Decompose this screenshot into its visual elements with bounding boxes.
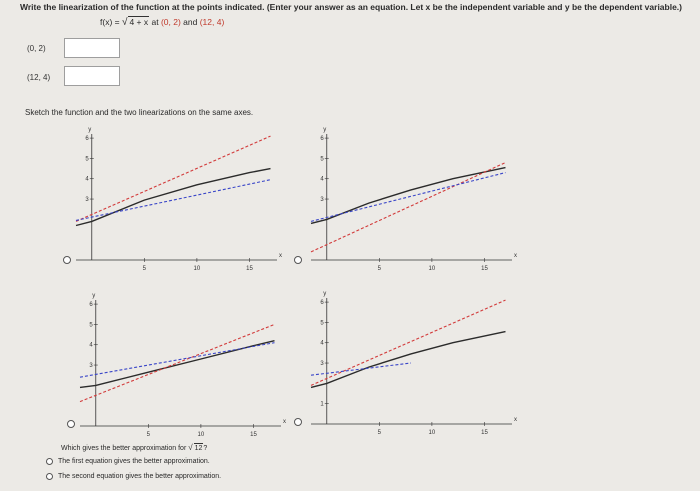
sketch-prompt: Sketch the function and the two linearizations on the same axes.	[25, 108, 254, 117]
y-axis-label: y	[92, 293, 96, 299]
y-tick-label: 5	[89, 322, 93, 329]
series-blue-dashed	[76, 180, 271, 221]
series-red-dashed	[76, 136, 271, 221]
series-red-dashed	[80, 324, 275, 401]
function-prefix: f(x) =	[100, 17, 122, 27]
x-tick-label: 10	[428, 266, 436, 272]
comparison-radicand: 12	[194, 445, 203, 452]
graph-option-4-radio[interactable]	[294, 418, 302, 426]
y-tick-label: 3	[320, 197, 324, 204]
y-tick-label: 5	[320, 320, 324, 327]
at-text: at	[149, 17, 161, 27]
graph-option-2	[305, 124, 526, 272]
x-tick-label: 5	[377, 266, 382, 272]
x-axis-label: x	[514, 253, 517, 259]
y-tick-label: 3	[85, 197, 89, 204]
series-red-dashed	[311, 300, 506, 385]
answer2-label: (12, 4)	[27, 73, 51, 82]
sqrt-symbol-icon: √	[121, 17, 128, 28]
answer2-input[interactable]	[64, 66, 120, 86]
point2-text: (12, 4)	[199, 17, 225, 27]
y-tick-label: 4	[320, 176, 324, 183]
y-tick-label: 6	[85, 136, 89, 143]
series-blue-dashed	[80, 343, 275, 378]
point1-text: (0, 2)	[160, 17, 181, 27]
x-axis-label: x	[283, 419, 286, 425]
y-tick-label: 5	[320, 156, 324, 163]
chart-svg	[74, 290, 295, 438]
y-tick-label: 6	[89, 302, 93, 309]
comparison-suffix: ?	[203, 445, 208, 452]
function-radicand: 4 + x	[129, 17, 149, 27]
graph-option-1	[70, 124, 291, 272]
function-formula	[100, 16, 224, 28]
comparison-option-2-label[interactable]: The second equation gives the better approximation.	[58, 473, 222, 480]
graph-option-4	[305, 288, 526, 436]
x-tick-label: 5	[142, 266, 147, 272]
instruction-text: Write the linearization of the function at the points indicated. (Enter your answer as an equation. Let x be the independent variable and y be the dependent variable.)	[20, 2, 683, 12]
sqrt-symbol-icon: √	[188, 443, 193, 452]
comparison-option-2-radio[interactable]	[46, 473, 53, 480]
comparison-option-1-radio[interactable]	[46, 458, 53, 465]
x-tick-label: 15	[246, 266, 253, 272]
y-axis-label: y	[323, 291, 327, 297]
comparison-option-1-label[interactable]: The first equation gives the better approximation.	[58, 458, 210, 465]
y-tick-label: 6	[320, 300, 324, 307]
x-tick-label: 10	[193, 266, 201, 272]
x-tick-label: 10	[428, 430, 436, 436]
y-tick-label: 1	[320, 401, 324, 408]
y-axis-label: y	[88, 127, 92, 133]
x-axis-label: x	[514, 417, 517, 423]
and-text: and	[180, 17, 200, 27]
answer1-label: (0, 2)	[27, 44, 46, 53]
y-tick-label: 3	[320, 361, 324, 368]
y-tick-label: 4	[89, 342, 93, 349]
x-tick-label: 5	[146, 432, 151, 438]
series-function	[76, 169, 271, 226]
comparison-prefix: Which gives the better approximation for	[61, 445, 189, 452]
chart-svg	[305, 288, 526, 436]
series-blue-dashed	[311, 173, 506, 222]
y-tick-label: 4	[85, 176, 89, 183]
chart-svg	[70, 124, 291, 272]
series-function	[311, 332, 506, 388]
x-tick-label: 15	[481, 430, 488, 436]
y-axis-label: y	[323, 127, 327, 133]
y-tick-label: 6	[320, 136, 324, 143]
series-red-dashed	[311, 163, 506, 252]
x-tick-label: 15	[481, 266, 488, 272]
y-tick-label: 3	[89, 363, 93, 370]
x-axis-label: x	[279, 253, 282, 259]
series-blue-dashed	[311, 363, 411, 375]
chart-svg	[305, 124, 526, 272]
graph-option-2-radio[interactable]	[294, 256, 302, 264]
answer1-input[interactable]	[64, 38, 120, 58]
comparison-question	[61, 443, 207, 454]
x-tick-label: 10	[197, 432, 205, 438]
y-tick-label: 4	[320, 340, 324, 347]
graph-option-3	[74, 290, 295, 438]
x-tick-label: 5	[377, 430, 382, 436]
x-tick-label: 15	[250, 432, 257, 438]
y-tick-label: 5	[85, 156, 89, 163]
